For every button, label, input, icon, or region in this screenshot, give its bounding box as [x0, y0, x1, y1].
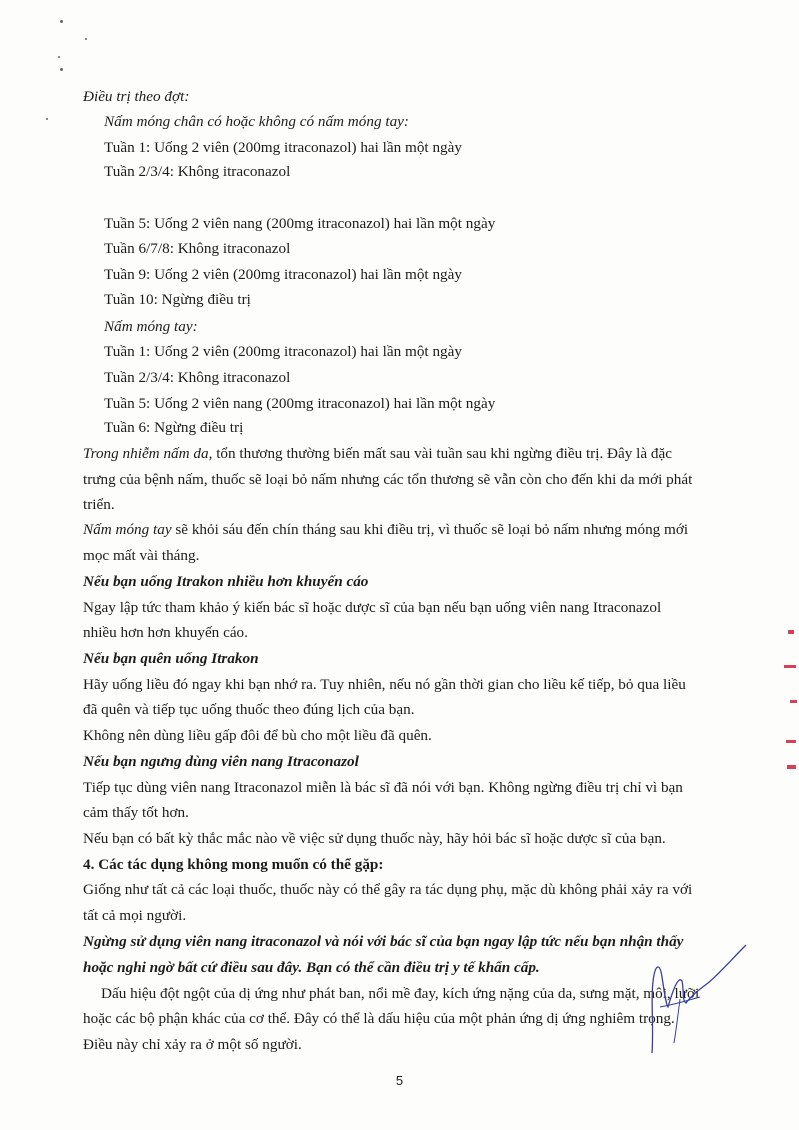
schedule-line: Tuần 5: Uống 2 viên nang (200mg itraconazol) hai lần một ngày	[104, 215, 496, 232]
scan-speck	[85, 38, 87, 40]
stamp-edge-mark	[786, 740, 796, 743]
italic-term: Trong nhiễm nấm da	[83, 445, 209, 462]
schedule-line: Tuần 1: Uống 2 viên (200mg itraconazol) hai lần một ngày	[104, 139, 462, 156]
schedule-line: Tuần 10: Ngừng điều trị	[104, 291, 251, 308]
section-heading: Nếu bạn quên uống Itrakon	[83, 650, 259, 667]
schedule-line: Tuần 6: Ngừng điều trị	[104, 419, 244, 436]
paragraph-line: Nếu bạn có bất kỳ thắc mắc nào về việc sử dụng thuốc này, hãy hỏi bác sĩ hoặc dược sĩ của bạn.	[83, 830, 666, 847]
section-heading: 4. Các tác dụng không mong muốn có thể gặp:	[83, 856, 384, 873]
sub-heading: Nấm móng chân có hoặc không có nấm móng tay:	[104, 113, 409, 130]
italic-term: Nấm móng tay	[83, 521, 172, 538]
scan-speck	[58, 56, 60, 58]
section-heading: Điều trị theo đợt:	[83, 88, 190, 105]
warning-line: hoặc nghi ngờ bất cứ điều sau đây. Bạn có thể cần điều trị y tế khẩn cấp.	[83, 959, 540, 976]
paragraph-text: sẽ khỏi sáu đến chín tháng sau khi điều trị, vì thuốc sẽ loại bỏ nấm nhưng móng mới	[171, 521, 689, 538]
schedule-line: Tuần 1: Uống 2 viên (200mg itraconazol) hai lần một ngày	[104, 343, 462, 360]
paragraph-line: cảm thấy tốt hơn.	[83, 804, 189, 821]
paragraph-line: Giống như tất cả các loại thuốc, thuốc này có thể gây ra tác dụng phụ, mặc dù không phải xảy ra với	[83, 881, 693, 898]
scan-speck	[60, 68, 63, 71]
signature-mark	[620, 935, 760, 1065]
schedule-line: Tuần 6/7/8: Không itraconazol	[104, 240, 291, 257]
paragraph-line: đã quên và tiếp tục uống thuốc theo đúng lịch của bạn.	[83, 701, 415, 718]
schedule-line: Tuần 5: Uống 2 viên nang (200mg itraconazol) hai lần một ngày	[104, 395, 496, 412]
paragraph-line: Không nên dùng liều gấp đôi để bù cho một liều đã quên.	[83, 727, 432, 744]
stamp-edge-mark	[787, 765, 796, 769]
paragraph-line: Dấu hiệu đột ngột của dị ứng như phát ban, nổi mề đay, kích ứng nặng của da, sưng mặt, môi, lưỡi	[101, 985, 700, 1002]
page-number: 5	[395, 1073, 404, 1088]
scan-speck	[46, 118, 48, 120]
schedule-line: Tuần 9: Uống 2 viên (200mg itraconazol) hai lần một ngày	[104, 266, 462, 283]
schedule-line: Tuần 2/3/4: Không itraconazol	[104, 163, 291, 180]
paragraph-text: , tổn thương thường biến mất sau vài tuần sau khi ngừng điều trị. Đây là đặc	[208, 445, 672, 462]
paragraph-line: triển.	[83, 496, 115, 513]
schedule-line: Tuần 2/3/4: Không itraconazol	[104, 369, 291, 386]
paragraph-line: hoặc các bộ phận khác của cơ thể. Đây có thể là dấu hiệu của một phản ứng dị ứng nghiêm trọng.	[83, 1010, 675, 1027]
stamp-edge-mark	[788, 630, 794, 634]
paragraph-line	[83, 520, 688, 540]
warning-line: Ngừng sử dụng viên nang itraconazol và nói với bác sĩ của bạn ngay lập tức nếu bạn nhận thấy	[83, 933, 684, 950]
paragraph-line: trưng của bệnh nấm, thuốc sẽ loại bỏ nấm nhưng các tổn thương sẽ vẫn còn cho đến khi da mới phát	[83, 471, 693, 488]
section-heading: Nếu bạn uống Itrakon nhiều hơn khuyến cáo	[83, 573, 369, 590]
paragraph-line: mọc mất vài tháng.	[83, 547, 200, 564]
paragraph-line: Điều này chỉ xảy ra ở một số người.	[83, 1036, 302, 1053]
stamp-edge-mark	[784, 665, 796, 668]
paragraph-line: Ngay lập tức tham khảo ý kiến bác sĩ hoặc dược sĩ của bạn nếu bạn uống viên nang Itraconazol	[83, 599, 662, 616]
section-heading: Nếu bạn ngưng dùng viên nang Itraconazol	[83, 753, 359, 770]
paragraph-line	[83, 444, 672, 464]
scan-speck	[60, 20, 63, 23]
paragraph-line: Tiếp tục dùng viên nang Itraconazol miễn là bác sĩ đã nói với bạn. Không ngừng điều trị chỉ vì bạn	[83, 779, 683, 796]
paragraph-line: Hãy uống liều đó ngay khi bạn nhớ ra. Tuy nhiên, nếu nó gần thời gian cho liều kế tiếp, bỏ qua liều	[83, 676, 686, 693]
paragraph-line: nhiều hơn hơn khuyến cáo.	[83, 624, 248, 641]
sub-heading: Nấm móng tay:	[104, 318, 198, 335]
stamp-edge-mark	[790, 700, 797, 703]
paragraph-line: tất cả mọi người.	[83, 907, 187, 924]
